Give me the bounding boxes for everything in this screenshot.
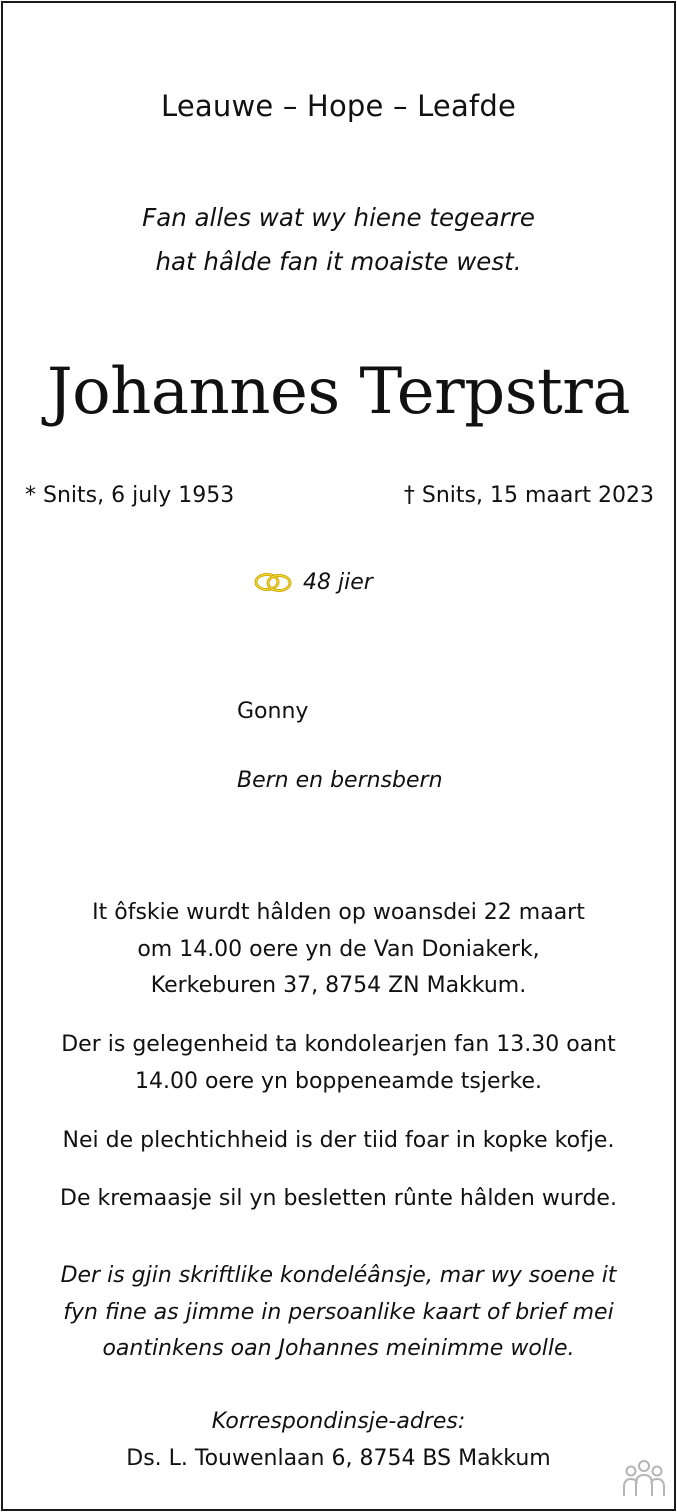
correspondence-label: Korrespondinsje-adres: <box>211 1409 466 1434</box>
closing-line-3: oantinkens oan Johannes meinimme wolle. <box>102 1336 575 1361</box>
condolence-line-1: Der is gelegenheid ta kondolearjen fan 13.30 oant <box>61 1032 616 1057</box>
marriage-duration <box>253 568 373 596</box>
motto: Leauwe – Hope – Leafde <box>161 89 516 123</box>
people-group-icon <box>620 1458 668 1498</box>
marriage-years: 48 jier <box>303 569 373 595</box>
closing-paragraph <box>3 1258 674 1368</box>
condolence-paragraph <box>3 1027 674 1100</box>
death-date: † Snits, 15 maart 2023 <box>403 483 654 508</box>
coffee-paragraph: Nei de plechtichheid is der tiid foar in kopke kofje. <box>62 1128 615 1153</box>
wedding-rings-icon <box>253 570 293 594</box>
children-line: Bern en bernsbern <box>237 768 443 793</box>
verse-line-1: Fan alles wat wy hiene tegearre <box>142 203 535 232</box>
partner-name: Gonny <box>237 699 309 724</box>
verse-line-2: hat hâlde fan it moaiste west. <box>155 247 522 276</box>
closing-line-1: Der is gjin skriftlike kondeléânsje, mar wy soene it <box>60 1263 617 1288</box>
service-line-2: om 14.00 oere yn de Van Doniakerk, <box>137 936 540 962</box>
service-line-3: Kerkeburen 37, 8754 ZN Makkum. <box>150 973 527 998</box>
closing-line-2: fyn fine as jimme in persoanlike kaart of brief mei <box>63 1299 614 1325</box>
service-line-1: It ôfskie wurdt hâlden op woansdei 22 maart <box>92 900 585 925</box>
correspondence-address: Ds. L. Touwenlaan 6, 8754 BS Makkum <box>126 1446 551 1471</box>
deceased-name: Johannes Terpstra <box>46 355 631 429</box>
birth-date: * Snits, 6 july 1953 <box>25 483 235 508</box>
service-paragraph <box>3 895 674 1005</box>
condolence-line-2: 14.00 oere yn boppeneamde tsjerke. <box>134 1068 543 1094</box>
cremation-paragraph: De kremaasje sil yn besletten rûnte hâlden wurde. <box>60 1186 617 1211</box>
death-notice-card <box>1 1 676 1511</box>
